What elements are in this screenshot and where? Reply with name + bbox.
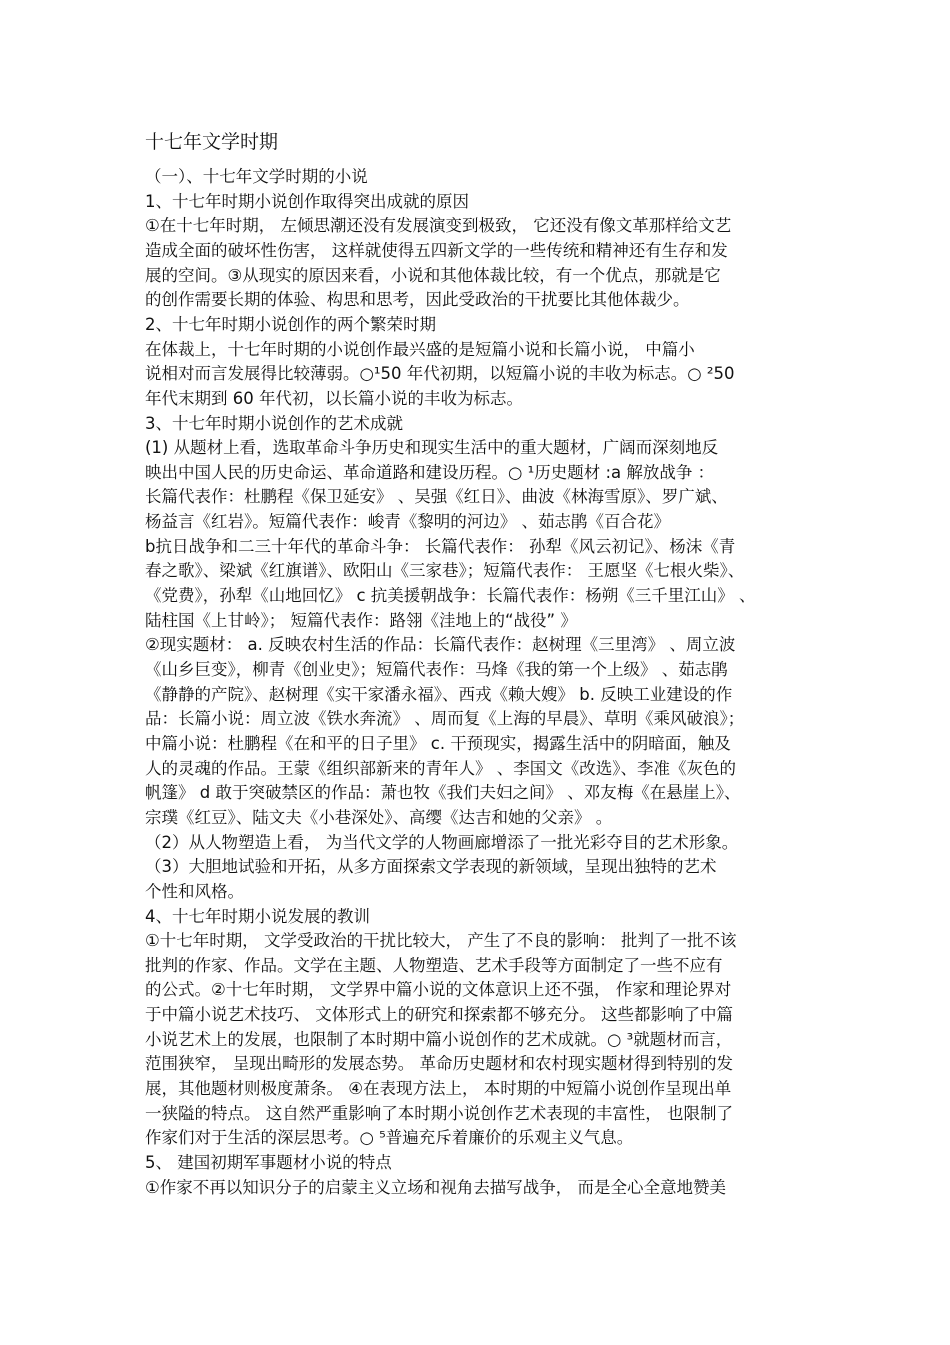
text-line: 《静静的产院》、赵树理《实干家潘永福》、西戎《赖大嫂》 b. 反映工业建设的作 [145,684,733,704]
text-line: (1) 从题材上看，选取革命斗争历史和现实生活中的重大题材，广阔而深刻地反 [145,438,719,458]
text-line: 3、十七年时期小说创作的艺术成就 [145,413,403,433]
text-line: ②现实题材： a. 反映农村生活的作品：长篇代表作：赵树理《三里湾》 、周立波 [145,635,736,655]
text-line: 说相对而言发展得比较薄弱。○¹50 年代初期，以短篇小说的丰收为标志。○ ²50 [145,364,735,384]
text-line: （2）从人物塑造上看， 为当代文学的人物画廊增添了一批光彩夺目的艺术形象。 [145,832,739,852]
text-line: 年代末期到 60 年代初，以长篇小说的丰收为标志。 [145,388,523,408]
text-line: 范围狭窄， 呈现出畸形的发展态势。 革命历史题材和农村现实题材得到特别的发 [145,1054,733,1074]
text-line: ①在十七年时期， 左倾思潮还没有发展演变到极致， 它还没有像文革那样给文艺 [145,216,732,236]
text-line: 《党费》，孙犁《山地回忆》 c 抗美援朝战争：长篇代表作：杨朔《三千里江山》 、 [145,586,756,606]
text-line: 一狭隘的特点。 这自然严重影响了本时期小说创作艺术表现的丰富性， 也限制了 [145,1103,733,1123]
text-line: 个性和风格。 [145,881,244,901]
text-line: 品：长篇小说：周立波《铁水奔流》 、周而复《上海的早晨》、草明《乘风破浪》； [145,709,745,729]
text-line: （3）大胆地试验和开拓，从多方面探索文学表现的新领域，呈现出独特的艺术 [145,857,717,877]
text-line: 于中篇小说艺术技巧、 文体形式上的研究和探索都不够充分。 这些都影响了中篇 [145,1005,733,1025]
text-line: ①作家不再以知识分子的启蒙主义立场和视角去描写战争， 而是全心全意地赞美 [145,1177,727,1197]
text-line: 的创作需要长期的体验、构思和思考，因此受政治的干扰要比其他体裁少。 [145,290,690,310]
text-line: 小说艺术上的发展，也限制了本时期中篇小说创作的艺术成就。○ ³就题材而言， [145,1029,733,1049]
text-line: 2、十七年时期小说创作的两个繁荣时期 [145,314,436,334]
text-line: 春之歌》、梁斌《红旗谱》、欧阳山《三家巷》；短篇代表作： 王愿坚《七根火柴》、 [145,561,745,581]
text-line: 5、 建国初期军事题材小说的特点 [145,1153,392,1172]
text-line: 中篇小说：杜鹏程《在和平的日子里》 c. 干预现实，揭露生活中的阴暗面，触及 [145,733,731,753]
text-line: 4、十七年时期小说发展的教训 [145,906,370,926]
text-line: 批判的作家、作品。文学在主题、人物塑造、艺术手段等方面制定了一些不应有 [145,955,723,975]
text-line: 映出中国人民的历史命运、革命道路和建设历程。○ ¹历史题材 :a 解放战争 ： [145,462,715,482]
text-line: 1、十七年时期小说创作取得突出成就的原因 [145,191,469,211]
text-line: 的公式。②十七年时期， 文学界中篇小说的文体意识上还不强， 作家和理论界对 [145,980,732,1000]
text-line: 杨益言《红岩》。短篇代表作：峻青《黎明的河边》 、茹志鹃《百合花》 [145,512,670,532]
text-line: 造成全面的破坏性伤害， 这样就使得五四新文学的一些传统和精神还有生存和发 [145,240,728,260]
text-line: b抗日战争和二三十年代的革命斗争： 长篇代表作： 孙犁《风云初记》、杨沫《青 [145,536,736,556]
text-line: 展，其他题材则极度萧条。 ④在表现方法上， 本时期的中短篇小说创作呈现出单 [145,1079,732,1099]
text-line: ①十七年时期， 文学受政治的干扰比较大， 产生了不良的影响： 批判了一批不该 [145,931,737,951]
text-line: 人的灵魂的作品。王蒙《组织部新来的青年人》 、李国文《改选》、李准《灰色的 [145,758,736,778]
text-line: 展的空间。③从现实的原因来看，小说和其他体裁比较，有一个优点，那就是它 [145,265,721,285]
text-line: 长篇代表作：杜鹏程《保卫延安》 、吴强《红日》、曲波《林海雪原》、罗广斌、 [145,487,728,507]
page-title: 十七年文学时期 [145,131,279,153]
text-line: 帆篷》 d 敢于突破禁区的作品：萧也牧《我们夫妇之间》 、邓友梅《在悬崖上》、 [145,783,741,803]
text-line: （一）、十七年文学时期的小说 [145,167,368,186]
text-line: 宗璞《红豆》、陆文夫《小巷深处》、高缨《达吉和她的父亲》 。 [145,807,613,827]
text-line: 《山乡巨变》，柳青《创业史》；短篇代表作：马烽《我的第一个上级》 、茹志鹃 [145,660,728,679]
text-line: 作家们对于生活的深层思考。○ ⁵普遍充斥着廉价的乐观主义气息。 [145,1128,634,1148]
text-line: 陆柱国《上甘岭》； 短篇代表作：路翎《洼地上的“战役” 》 [145,610,577,630]
text-line: 在体裁上，十七年时期的小说创作最兴盛的是短篇小说和长篇小说， 中篇小 [145,339,695,359]
